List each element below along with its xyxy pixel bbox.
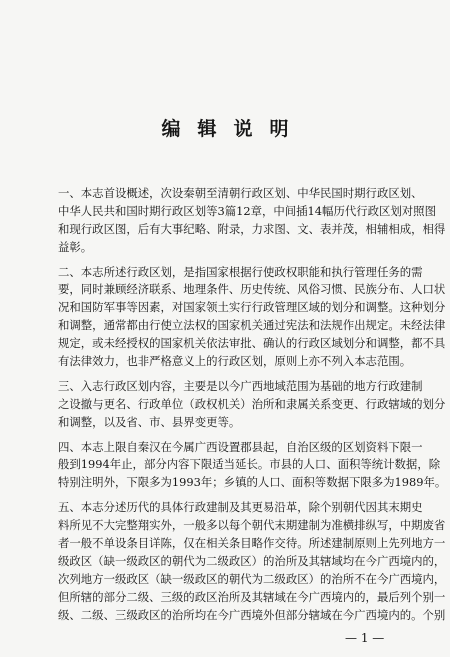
text-line: 级政区（缺一级政区的朝代为二级政区）的治所及其辖域均在今广西境内的，	[58, 553, 446, 568]
text-line: 般到1994年止，部分内容下限适当延长。市县的人口、面积等统计数据，除	[58, 457, 441, 472]
text-line: 四、本志上限自秦汉在今属广西设置郡县起，自治区级的区划资料下限一	[58, 439, 423, 454]
paragraph-5	[58, 499, 446, 624]
body-text	[58, 185, 447, 631]
text-line: 和调整，通常都由行使立法权的国家机关通过宪法和法规作出规定。未经法律	[58, 318, 446, 333]
text-line: 五、本志分述历代的具体行政建制及其更易沿革，除个别朝代因其末期史	[58, 500, 423, 515]
paragraph-1	[58, 185, 446, 257]
text-line: 二、本志所述行政区划，是指国家根据行使政权职能和执行管理任务的需	[58, 264, 423, 279]
paragraph-3	[58, 378, 446, 432]
text-line: 规定，或未经授权的国家机关依法审批、确认的行政区域划分和调整，都不具	[58, 336, 446, 351]
text-line: 有法律效力，也非严格意义上的行政区划，原则上亦不列入本志范围。	[58, 354, 412, 369]
text-line: 三、入志行政区划内容，主要是以今广西地域范围为基础的地方行政建制	[58, 378, 423, 393]
page-number: — 1 —	[345, 631, 385, 645]
text-line: 和现行政区图，后有大事纪略、附录，力求图、文、表并茂，相辅相成，相得	[58, 221, 446, 236]
text-line: 但所辖的部分二级、三级的政区治所及其辖域在今广西境内的，最后列个别一	[58, 589, 446, 604]
paragraph-2	[58, 264, 446, 371]
paragraph-4	[58, 439, 447, 493]
text-line: 况和国防军事等因素，对国家领土实行行政管理区域的划分和调整。这种划分	[58, 300, 446, 315]
text-line: 特别注明外，下限多为1993年；乡镇的人口、面积等数据下限多为1989年。	[58, 475, 447, 490]
text-line: 级、二级、三级政区的治所均在今广西境外但部分辖域在今广西境内的。个别	[58, 607, 446, 622]
text-line: 中华人民共和国时期行政区划等3篇12章，中间插14幅历代行政区划对照图	[58, 203, 436, 218]
page-title: 编辑说明	[161, 118, 306, 140]
text-line: 益彰。	[58, 239, 93, 254]
text-line: 次列地方一级政区（缺一级政区的朝代为二级政区）的治所不在今广西境内，	[58, 571, 446, 586]
text-line: 要，同时兼顾经济联系、地理条件、历史传统、风俗习惯、民族分布、人口状	[58, 282, 446, 297]
text-line: 一、本志首设概述，次设秦朝至清朝行政区划、中华民国时期行政区划、	[58, 186, 423, 200]
text-line: 和调整，以及省、市、县界变更等。	[58, 414, 241, 429]
text-line: 料所见不大完整翔实外，一般多以每个朝代末期建制为准横排纵写，中期废省	[58, 518, 446, 533]
text-line: 者一般不单设条目详陈，仅在相关条目略作交待。所述建制原则上先列地方一	[58, 536, 446, 551]
text-line: 之设撤与更名、行政单位（政权机关）治所和隶属关系变更、行政辖域的划分	[58, 396, 446, 411]
